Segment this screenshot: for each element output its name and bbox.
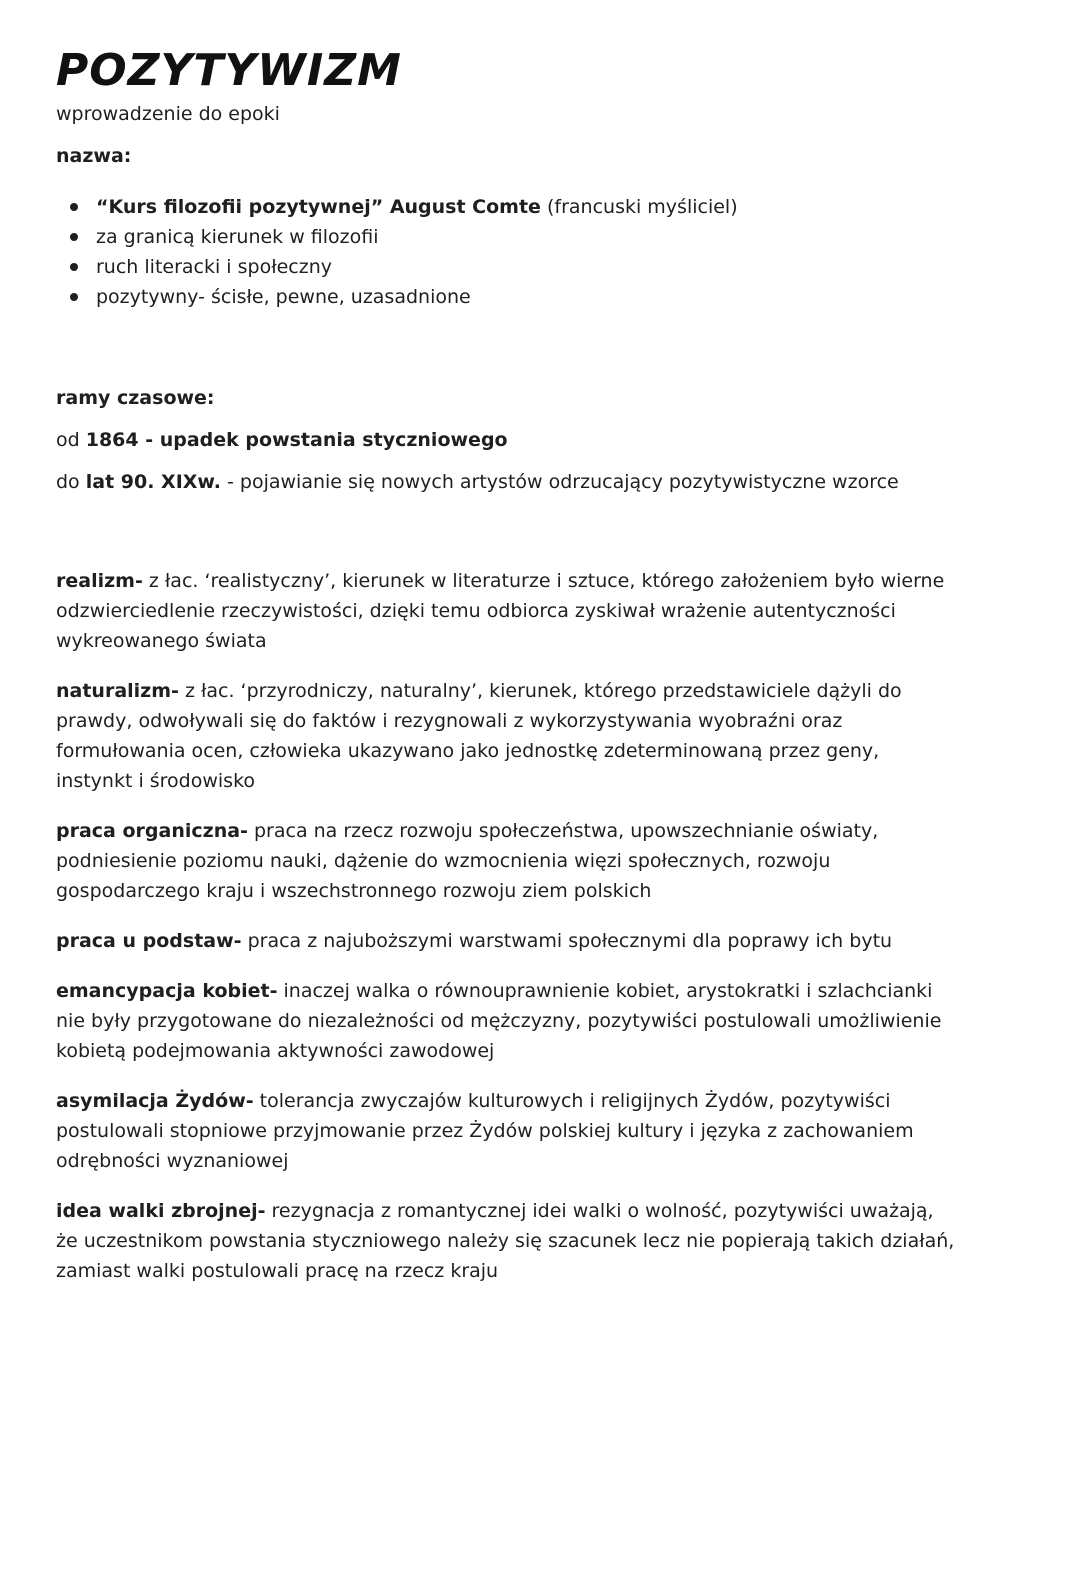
definition-naturalizm: naturalizm- z łac. ‘przyrodniczy, naturalny’, kierunek, którego przedstawiciele dążyli do prawdy, odwoływali się do faktów i rezygnowali z wykorzystywania wyobraźni oraz formułowania ocen, człowieka ukazywano jako jednostkę zdeterminowaną przez geny, instynkt i środowisko (56, 680, 902, 792)
list-item-text: za granicą kierunek w filozofii (96, 226, 379, 248)
definition-idea-walki-zbrojnej: idea walki zbrojnej- rezygnacja z romantycznej idei walki o wolność, pozytywiści uważają, że uczestnikom powstania styczniowego należy się szacunek lecz nie popierają takich działań, zamiast walki postulowali pracę na rzecz kraju (56, 1200, 955, 1282)
bullet-icon (70, 263, 78, 271)
definition-emancypacja-kobiet: emancypacja kobiet- inaczej walka o równouprawnienie kobiet, arystokratki i szlachcianki nie były przygotowane do niezależności od mężczyzny, pozytywiści postulowali umożliwienie kobietą podejmowania aktywności zawodowej (56, 980, 942, 1062)
list-item-text: pozytywny- ścisłe, pewne, uzasadnione (96, 286, 471, 308)
definition-realizm: realizm- z łac. ‘realistyczny’, kierunek w literaturze i sztuce, którego założeniem było wierne odzwierciedlenie rzeczywistości, dzięki temu odbiorca zyskiwał wrażenie autentyczności wykreowanego świata (56, 570, 945, 652)
definition-praca-organiczna: praca organiczna- praca na rzecz rozwoju społeczeństwa, upowszechnianie oświaty, podniesienie poziomu nauki, dążenie do wzmocnienia więzi społecznych, rozwoju gospodarczego kraju i wszechstronnego rozwoju ziem polskich (56, 820, 879, 902)
ramy-line-start: od 1864 - upadek powstania styczniowego (56, 429, 508, 451)
ramy-section (56, 384, 960, 496)
list-item-text: “Kurs filozofii pozytywnej” August Comte (francuski myśliciel) (96, 196, 738, 218)
definitions-list (56, 566, 960, 1286)
list-item (70, 282, 960, 312)
ramy-line-end: do lat 90. XIXw. - pojawianie się nowych artystów odrzucający pozytywistyczne wzorce (56, 471, 899, 493)
page-title: POZYTYWIZM (56, 45, 402, 96)
list-item (70, 192, 960, 222)
bullet-icon (70, 203, 78, 211)
ramy-label: ramy czasowe: (56, 387, 215, 409)
list-item-text: ruch literacki i społeczny (96, 256, 332, 278)
bullet-icon (70, 233, 78, 241)
list-item (70, 252, 960, 282)
page-subtitle: wprowadzenie do epoki (56, 103, 280, 125)
nazwa-list (56, 192, 960, 312)
definition-praca-u-podstaw: praca u podstaw- praca z najuboższymi warstwami społecznymi dla poprawy ich bytu (56, 930, 893, 952)
definition-asymilacja-zydow: asymilacja Żydów- tolerancja zwyczajów kulturowych i religijnych Żydów, pozytywiści postulowali stopniowe przyjmowanie przez Żydów polskiej kultury i języka z zachowaniem odrębności wyznaniowej (56, 1090, 914, 1172)
nazwa-label: nazwa: (56, 145, 132, 167)
list-item (70, 222, 960, 252)
bullet-icon (70, 293, 78, 301)
